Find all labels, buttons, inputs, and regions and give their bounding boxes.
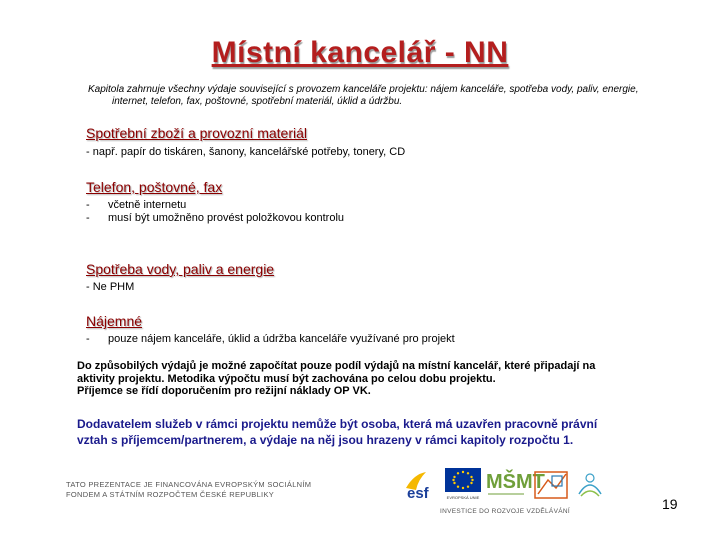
rent-list bbox=[86, 333, 455, 346]
list-item-text: musí být umožněno provést položkovou kontrolu bbox=[108, 212, 345, 224]
list-item-text: včetně internetu bbox=[108, 199, 187, 211]
supplier-note-line-2: vztah s příjemcem/partnerem, a výdaje na něj jsou hrazeny v rámci kapitoly rozpočtu 1. bbox=[77, 433, 574, 447]
list-item bbox=[86, 212, 344, 225]
method-note-line-1: Do způsobilých výdajů je možné započítat pouze podíl výdajů na místní kancelář, které připadají na bbox=[77, 360, 596, 372]
list-item-text: pouze nájem kanceláře, úklid a údržba kanceláře využívané pro projekt bbox=[108, 333, 455, 345]
opvk-emblem-icon bbox=[575, 466, 605, 502]
slide-title: Místní kancelář - NN bbox=[211, 36, 509, 69]
investment-caption: INVESTICE DO ROZVOJE VZDĚLÁVÁNÍ bbox=[440, 508, 570, 515]
phone-list bbox=[86, 199, 344, 225]
esf-text: esf bbox=[407, 485, 429, 502]
eu-flag-logo bbox=[444, 466, 482, 502]
utilities-text: - Ne PHM bbox=[86, 281, 135, 293]
bullet-dash: - bbox=[86, 199, 90, 211]
esf-logo bbox=[404, 466, 440, 502]
supplier-note bbox=[77, 416, 677, 448]
method-note-line-3: Příjemce se řídí doporučením pro režijní náklady OP VK. bbox=[77, 385, 371, 397]
intro-text bbox=[88, 84, 688, 108]
intro-line-2: internet, telefon, fax, poštovné, spotřební materiál, úklid a údržbu. bbox=[112, 96, 403, 107]
supplier-note-line-1: Dodavatelem služeb v rámci projektu nemůže být osoba, která má uzavřen pracovně právní bbox=[77, 417, 598, 431]
heading-rent: Nájemné bbox=[86, 313, 143, 329]
heading-phone: Telefon, poštovné, fax bbox=[86, 179, 223, 195]
method-note bbox=[77, 360, 677, 398]
method-note-line-2: aktivity projektu. Metodika výpočtu musí být zachována po celou dobu projektu. bbox=[77, 372, 496, 385]
heading-consumables: Spotřební zboží a provozní materiál bbox=[86, 125, 308, 141]
msmt-text: MŠMT bbox=[486, 471, 545, 493]
consumables-text: - např. papír do tiskáren, šanony, kancelářské potřeby, tonery, CD bbox=[86, 146, 406, 158]
msmt-logo bbox=[484, 464, 545, 502]
page-number: 19 bbox=[662, 496, 678, 512]
heading-utilities: Spotřeba vody, paliv a energie bbox=[86, 261, 275, 277]
funding-line-2: FONDEM A STÁTNÍM ROZPOČTEM ČESKÉ REPUBLIKY bbox=[66, 490, 275, 499]
esf-logo-graphic bbox=[404, 466, 440, 502]
bullet-dash: - bbox=[86, 212, 90, 224]
msmt-logo-graphic bbox=[484, 464, 545, 502]
intro-line-1: Kapitola zahrnuje všechny výdaje související s provozem kanceláře projektu: nájem kanceláře, spotřeba vody, paliv, energie, bbox=[88, 84, 639, 95]
eu-flag-graphic bbox=[444, 466, 482, 502]
funding-statement bbox=[66, 480, 311, 500]
list-item bbox=[86, 199, 344, 212]
opvk-logo bbox=[532, 466, 572, 502]
eu-caption: EVROPSKÁ UNIE bbox=[446, 495, 480, 500]
bullet-dash: - bbox=[86, 333, 90, 345]
opvk-logo-graphic bbox=[532, 466, 572, 502]
list-item bbox=[86, 333, 455, 346]
funding-line-1: TATO PREZENTACE JE FINANCOVÁNA EVROPSKÝM SOCIÁLNÍM bbox=[66, 480, 312, 489]
